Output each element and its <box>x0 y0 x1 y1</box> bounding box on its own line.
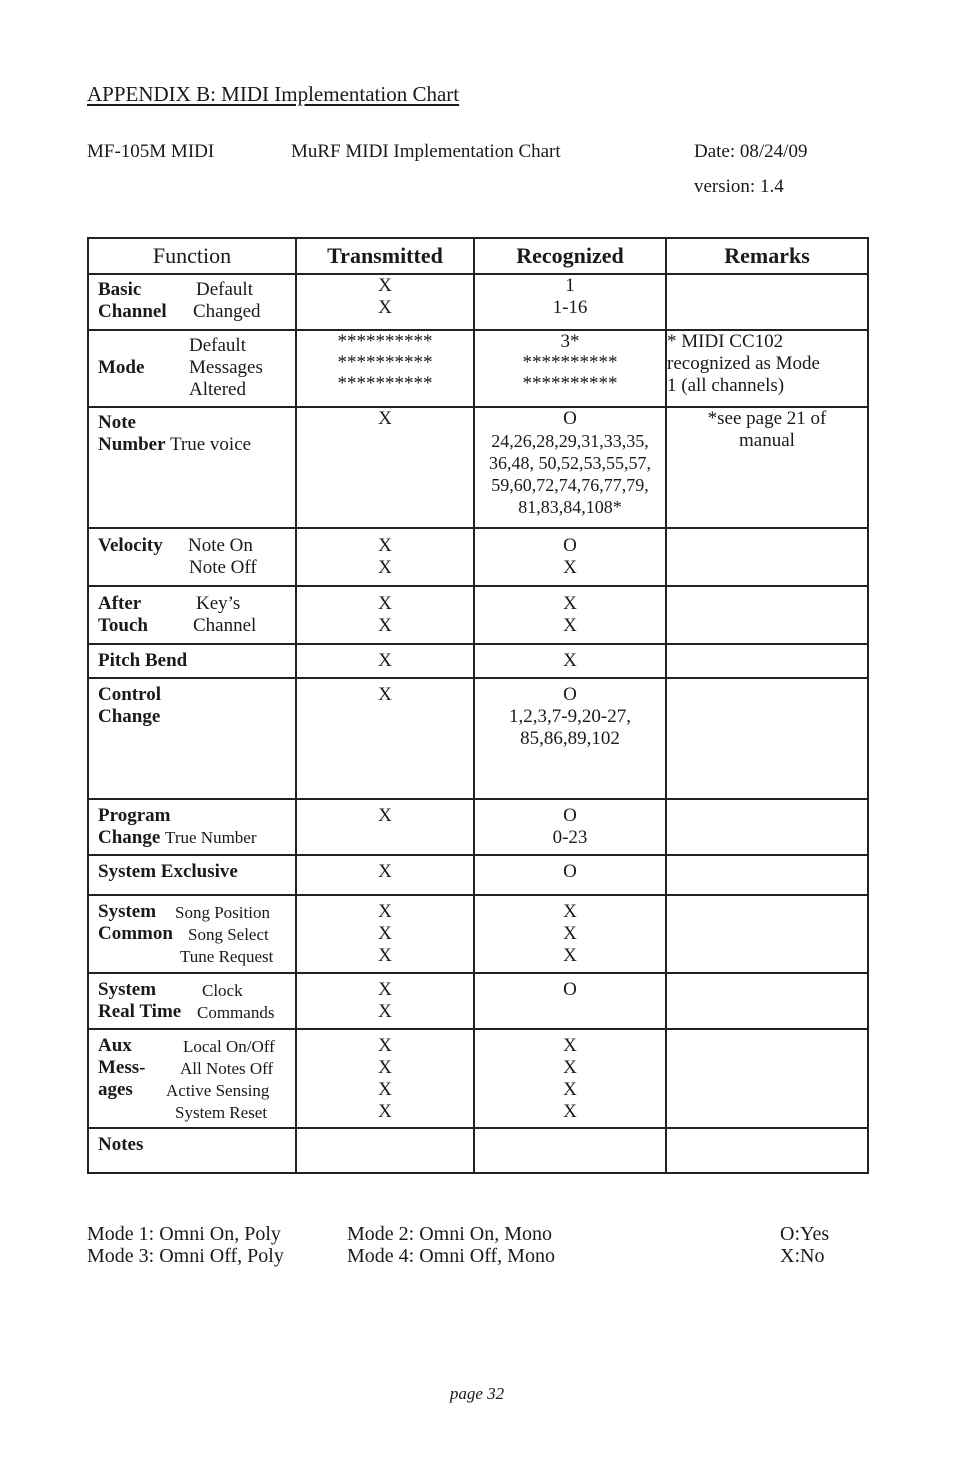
transmitted-cell: X X <box>296 586 474 644</box>
remarks-cell: * MIDI CC102 recognized as Mode 1 (all channels) <box>666 330 868 407</box>
row-sublabel: Song Position <box>175 903 270 922</box>
row-sublabel: Local On/Off <box>183 1037 275 1056</box>
remarks-cell <box>666 1029 868 1128</box>
transmitted-cell: X <box>296 678 474 799</box>
table-row-control-change <box>88 678 868 799</box>
transmitted-cell: X X <box>296 528 474 586</box>
recognized-cell: 1 1-16 <box>474 274 666 330</box>
remarks-cell <box>666 274 868 330</box>
function-cell <box>88 274 296 330</box>
remarks-cell <box>666 895 868 973</box>
transmitted-cell: X X <box>296 973 474 1029</box>
function-cell <box>88 973 296 1029</box>
table-row-basic-channel <box>88 274 868 330</box>
table-row-after-touch <box>88 586 868 644</box>
row-sublabel: Tune Request <box>180 947 274 966</box>
row-label: Change True Number <box>98 827 257 848</box>
remarks-cell <box>666 586 868 644</box>
function-cell <box>88 1128 296 1173</box>
row-sublabel: Channel <box>193 615 257 636</box>
legend-yes: O:Yes <box>780 1223 830 1245</box>
recognized-cell: O <box>474 855 666 895</box>
transmitted-cell: X <box>296 407 474 528</box>
column-header-remarks: Remarks <box>666 238 868 274</box>
table-row-note-number <box>88 407 868 528</box>
row-sublabel: Changed <box>193 301 261 322</box>
column-header-recognized: Recognized <box>474 238 666 274</box>
row-label: ages <box>98 1079 133 1100</box>
row-sublabel: Commands <box>197 1003 275 1022</box>
table-row-mode <box>88 330 868 407</box>
table-row-notes <box>88 1128 868 1173</box>
row-sublabel: All Notes Off <box>180 1059 274 1078</box>
row-sublabel: Default <box>189 335 246 356</box>
row-sublabel: Messages <box>189 357 263 378</box>
row-label: Program <box>98 805 171 826</box>
transmitted-cell: X <box>296 855 474 895</box>
row-label: Notes <box>98 1134 144 1155</box>
transmitted-cell: X <box>296 644 474 678</box>
row-label: System Exclusive <box>98 861 238 882</box>
row-sublabel: Active Sensing <box>166 1081 270 1100</box>
legend-mode-3: Mode 3: Omni Off, Poly <box>87 1245 284 1267</box>
recognized-cell: X X X <box>474 895 666 973</box>
chart-date: Date: 08/24/09 <box>694 141 808 162</box>
row-label: Common <box>98 923 173 944</box>
midi-implementation-table <box>87 237 869 1174</box>
legend-mode-4: Mode 4: Omni Off, Mono <box>347 1245 555 1267</box>
remarks-cell: *see page 21 of manual <box>666 407 868 528</box>
transmitted-cell: X <box>296 799 474 855</box>
function-cell <box>88 895 296 973</box>
recognized-cell: O <box>474 973 666 1029</box>
page-number: page 32 <box>449 1384 505 1403</box>
remarks-cell <box>666 528 868 586</box>
legend-mode-2: Mode 2: Omni On, Mono <box>347 1223 552 1245</box>
row-label: Channel <box>98 301 167 322</box>
recognized-cell: O 1,2,3,7-9,20-27, 85,86,89,102 <box>474 678 666 799</box>
row-label: Mess- <box>98 1057 146 1078</box>
row-label: After <box>98 593 142 614</box>
model-name: MF-105M MIDI <box>87 141 215 162</box>
table-row-system-real-time <box>88 973 868 1029</box>
recognized-cell <box>474 1128 666 1173</box>
remarks-cell <box>666 855 868 895</box>
function-cell <box>88 644 296 678</box>
function-cell <box>88 330 296 407</box>
recognized-cell: X X <box>474 586 666 644</box>
function-cell <box>88 855 296 895</box>
remarks-cell <box>666 678 868 799</box>
remarks-cell <box>666 973 868 1029</box>
transmitted-cell: X X <box>296 274 474 330</box>
table-row-pitch-bend <box>88 644 868 678</box>
row-label: Real Time <box>98 1001 182 1022</box>
table-row-velocity <box>88 528 868 586</box>
row-sublabel: System Reset <box>175 1103 268 1122</box>
row-sublabel: Song Select <box>188 925 269 944</box>
row-sublabel: Note Off <box>189 557 257 578</box>
transmitted-cell <box>296 1128 474 1173</box>
row-label: Basic <box>98 279 142 300</box>
row-label: Velocity <box>98 535 163 556</box>
function-cell <box>88 678 296 799</box>
row-label: Control <box>98 684 161 705</box>
function-cell <box>88 586 296 644</box>
legend-mode-1: Mode 1: Omni On, Poly <box>87 1223 281 1245</box>
transmitted-cell: X X X X <box>296 1029 474 1128</box>
table-row-system-exclusive <box>88 855 868 895</box>
chart-name: MuRF MIDI Implementation Chart <box>291 141 561 162</box>
table-header-row <box>88 238 868 274</box>
function-cell <box>88 528 296 586</box>
row-label: Touch <box>98 615 148 636</box>
row-sublabel: Key’s <box>196 593 241 614</box>
function-cell <box>88 799 296 855</box>
row-label: Pitch Bend <box>98 650 188 671</box>
legend-no: X:No <box>780 1245 825 1267</box>
recognized-cell: 3* ********** ********** <box>474 330 666 407</box>
function-cell <box>88 1029 296 1128</box>
recognized-cell: X X X X <box>474 1029 666 1128</box>
recognized-cell: O 24,26,28,29,31,33,35, 36,48, 50,52,53,55,57, 59,60,72,74,76,77,79, 81,83,84,108* <box>474 407 666 528</box>
table-row-system-common <box>88 895 868 973</box>
row-label: System <box>98 901 157 922</box>
recognized-cell: O 0-23 <box>474 799 666 855</box>
table-row-program-change <box>88 799 868 855</box>
row-label: Change <box>98 706 161 727</box>
column-header-transmitted: Transmitted <box>296 238 474 274</box>
recognized-cell: X <box>474 644 666 678</box>
recognized-cell: O X <box>474 528 666 586</box>
remarks-cell <box>666 799 868 855</box>
row-label: Mode <box>98 357 145 378</box>
function-cell <box>88 407 296 528</box>
row-label: Note <box>98 412 136 433</box>
row-label: Number True voice <box>98 434 252 455</box>
chart-version: version: 1.4 <box>694 176 784 197</box>
row-sublabel: Default <box>196 279 253 300</box>
transmitted-cell: X X X <box>296 895 474 973</box>
transmitted-cell: ********** ********** ********** <box>296 330 474 407</box>
column-header-function: Function <box>88 238 296 274</box>
row-label: Aux <box>98 1035 132 1056</box>
remarks-cell <box>666 1128 868 1173</box>
row-sublabel: Altered <box>189 379 246 400</box>
remarks-cell <box>666 644 868 678</box>
row-sublabel: Note On <box>188 535 253 556</box>
page-title: APPENDIX B: MIDI Implementation Chart <box>87 82 460 106</box>
table-row-aux-messages <box>88 1029 868 1128</box>
row-label: System <box>98 979 157 1000</box>
row-sublabel: Clock <box>202 981 243 1000</box>
